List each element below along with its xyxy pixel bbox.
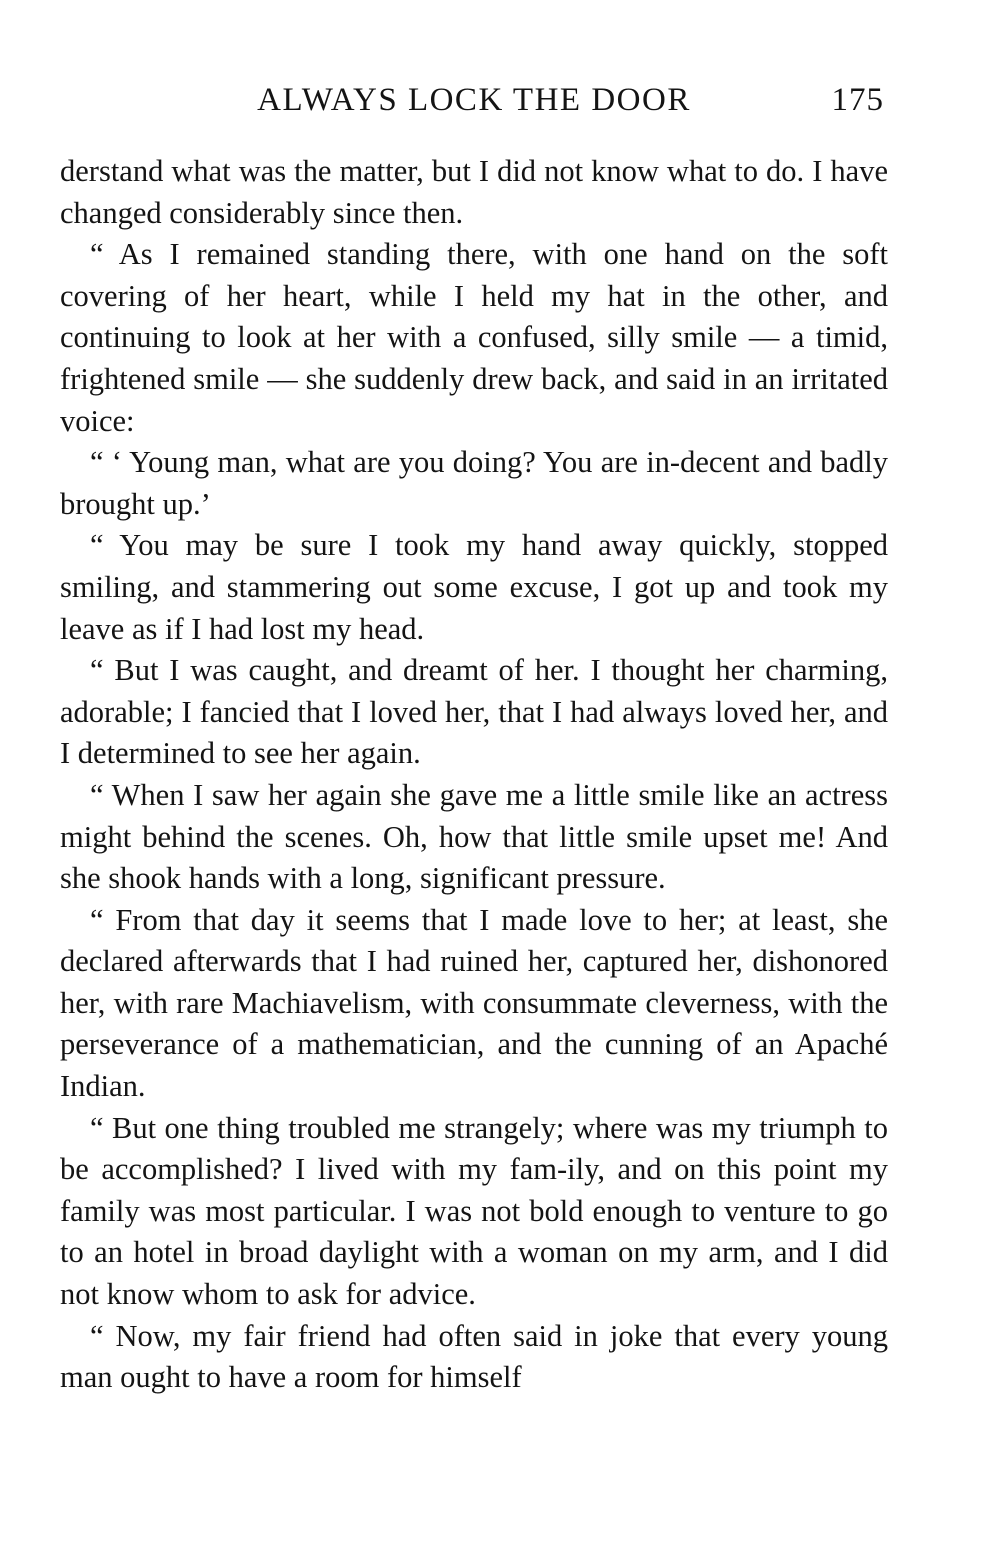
paragraph: “ Now, my fair friend had often said in joke that every young man ought to have a room for himself [60,1318,888,1395]
running-title: ALWAYS LOCK THE DOOR [257,82,691,118]
page-header [60,78,888,122]
page-number: 175 [831,82,884,118]
paragraph: “ When I saw her again she gave me a little smile like an actress might behind the scenes. Oh, how that little smile upset me! And she shook hands with a long, significant pressure. [60,777,888,896]
paragraph: “ You may be sure I took my hand away quickly, stopped smiling, and stammering out some excuse, I got up and took my leave as if I had lost my head. [60,528,888,646]
paragraph: “ But one thing troubled me strangely; where was my triumph to be accomplished? I lived with my fam-ily, and on this point my family was most particular. I was not bold enough to venture to go to an hotel in broad daylight with a woman on my arm, and I did not know whom to ask for advice. [60,1110,888,1312]
paragraph: “ From that day it seems that I made love to her; at least, she declared afterwards that I had ruined her, captured her, dishonored her, with rare Machiavelism, with consummate cleverness, with the perseverance of a mathematician, and the cunning of an Apaché Indian. [60,902,888,1104]
paragraph: “ But I was caught, and dreamt of her. I thought her charming, adorable; I fancied that I loved her, that I had always loved her, and I determined to see her again. [60,653,888,771]
body-text [60,151,888,1399]
paragraph: “ ‘ Young man, what are you doing? You are in-decent and badly brought up.’ [60,445,888,521]
paragraph: derstand what was the matter, but I did not know what to do. I have changed considerably since then. [60,154,888,230]
paragraph: “ As I remained standing there, with one hand on the soft covering of her heart, while I held my hat in the other, and continuing to look at her with a confused, silly smile — a timid, frightened smile — she suddenly drew back, and said in an irritated voice: [60,237,888,438]
